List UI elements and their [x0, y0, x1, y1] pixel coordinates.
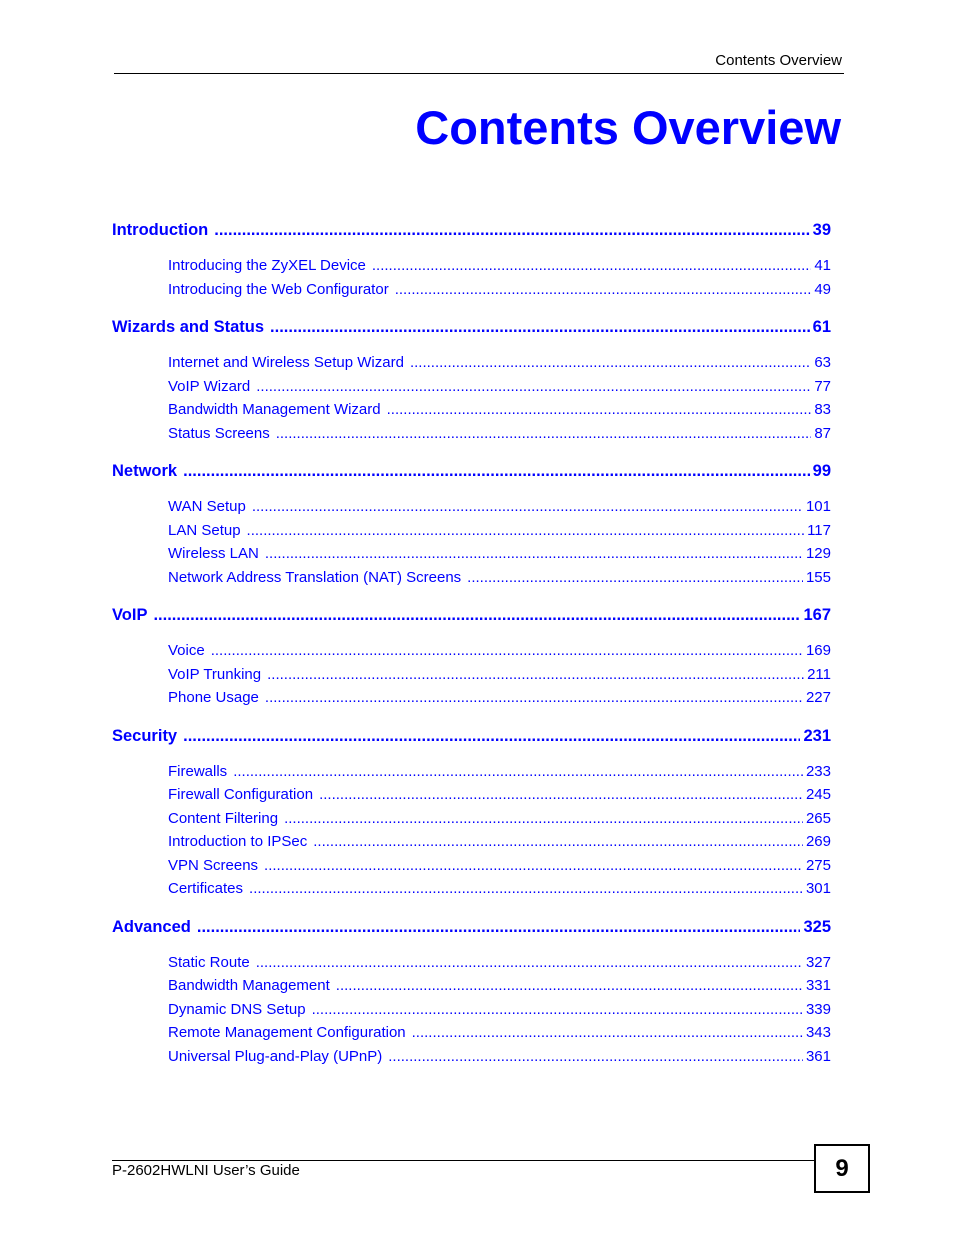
- dot-leader: [233, 760, 803, 784]
- dot-leader: [264, 854, 803, 878]
- dot-leader: [256, 375, 811, 399]
- toc-chapter-advanced[interactable]: [112, 915, 831, 939]
- toc-item[interactable]: [168, 254, 831, 278]
- toc-page-number: 339: [805, 1000, 831, 1018]
- toc-item-title: Firewalls: [168, 762, 228, 780]
- dot-leader: [256, 951, 803, 975]
- toc-page-number: 275: [805, 856, 831, 874]
- toc-page-number: 211: [807, 665, 831, 683]
- toc-item[interactable]: [168, 278, 831, 302]
- toc-chapter-title: Introduction: [112, 221, 209, 239]
- toc-chapter-network[interactable]: [112, 459, 831, 483]
- toc-item[interactable]: [168, 783, 831, 807]
- dot-leader: [412, 1021, 803, 1045]
- toc-sub-list: [112, 242, 831, 315]
- dot-leader: [387, 398, 812, 422]
- toc-item[interactable]: [168, 351, 831, 375]
- toc-item-title: Internet and Wireless Setup Wizard: [168, 354, 404, 371]
- toc-item-title: WAN Setup: [168, 498, 246, 515]
- toc-item[interactable]: [168, 1045, 831, 1069]
- toc-page-number: 77: [814, 377, 831, 395]
- toc-item-title: Dynamic DNS Setup: [168, 1000, 306, 1018]
- toc-item-title: Universal Plug-and-Play (UPnP): [168, 1047, 383, 1065]
- toc-page-number: 83: [814, 401, 831, 418]
- toc-item[interactable]: [168, 760, 831, 784]
- toc-item[interactable]: [168, 495, 831, 519]
- toc-item[interactable]: [168, 663, 831, 687]
- toc-item[interactable]: [168, 877, 831, 901]
- dot-leader: [153, 603, 800, 627]
- toc-chapter-security[interactable]: [112, 724, 831, 748]
- toc-item[interactable]: [168, 974, 831, 998]
- dot-leader: [276, 422, 812, 446]
- toc-section: [112, 724, 831, 915]
- toc-page-number: 167: [803, 606, 831, 624]
- dot-leader: [467, 566, 803, 590]
- toc-item-title: Status Screens: [168, 424, 270, 442]
- dot-leader: [270, 315, 810, 339]
- dot-leader: [312, 998, 803, 1022]
- toc-item-title: Remote Management Configuration: [168, 1024, 406, 1041]
- toc-page-number: 41: [814, 257, 831, 274]
- toc-item-title: Bandwidth Management Wizard: [168, 401, 381, 418]
- dot-leader: [336, 974, 803, 998]
- toc-chapter-title: VoIP: [112, 606, 148, 624]
- toc-page-number: 343: [805, 1024, 831, 1041]
- toc-section: [112, 459, 831, 603]
- toc-page-number: 129: [805, 545, 831, 562]
- toc-item[interactable]: [168, 854, 831, 878]
- toc-section: [112, 915, 831, 1083]
- toc-page-number: 325: [803, 917, 831, 936]
- toc-item-title: Wireless LAN: [168, 545, 259, 562]
- toc-item[interactable]: [168, 998, 831, 1022]
- dot-leader: [214, 218, 809, 242]
- toc-item-title: Voice: [168, 642, 205, 659]
- toc-page-number: 265: [805, 809, 831, 827]
- page-number-box: [814, 1144, 870, 1193]
- toc-chapter-title: Advanced: [112, 917, 191, 936]
- toc-page-number: 245: [805, 786, 831, 803]
- toc-section: [112, 315, 831, 459]
- toc-item[interactable]: [168, 830, 831, 854]
- dot-leader: [395, 278, 812, 302]
- toc-chapter-title: Wizards and Status: [112, 318, 265, 336]
- toc-page-number: 227: [805, 689, 831, 706]
- toc-page-number: 331: [805, 977, 831, 994]
- toc-sub-list: [112, 748, 831, 915]
- toc-page-number: 269: [805, 833, 831, 850]
- page-number: 9: [835, 1154, 849, 1182]
- dot-leader: [183, 459, 810, 483]
- toc-item-title: Bandwidth Management: [168, 977, 330, 994]
- toc-item[interactable]: [168, 566, 831, 590]
- dot-leader: [319, 783, 803, 807]
- toc-item-title: Introducing the Web Configurator: [168, 280, 389, 298]
- toc-item[interactable]: [168, 422, 831, 446]
- toc-page-number: 39: [812, 221, 831, 239]
- toc-item[interactable]: [168, 398, 831, 422]
- toc-page-number: 327: [805, 953, 831, 971]
- toc-sub-list: [112, 939, 831, 1083]
- toc-item-title: Introducing the ZyXEL Device: [168, 257, 366, 274]
- toc-item-title: VoIP Trunking: [168, 665, 262, 683]
- footer-divider: [112, 1160, 816, 1161]
- page-title: Contents Overview: [415, 101, 841, 154]
- toc-sub-list: [112, 483, 831, 603]
- header-divider: [114, 73, 844, 74]
- toc-chapter-title: Network: [112, 462, 178, 480]
- toc-page-number: 49: [814, 280, 831, 298]
- toc-item-title: LAN Setup: [168, 521, 241, 539]
- dot-leader: [247, 519, 805, 543]
- toc-page-number: 99: [812, 462, 831, 480]
- toc-item-title: Static Route: [168, 953, 250, 971]
- dot-leader: [410, 351, 811, 375]
- dot-leader: [252, 495, 803, 519]
- toc-page-number: 361: [805, 1047, 831, 1065]
- toc-page-number: 301: [805, 880, 831, 897]
- dot-leader: [388, 1045, 803, 1069]
- toc-page-number: 101: [805, 498, 831, 515]
- toc-page-number: 231: [803, 726, 831, 745]
- dot-leader: [313, 830, 803, 854]
- toc-page-number: 87: [814, 424, 831, 442]
- toc-page-number: 61: [812, 318, 831, 336]
- dot-leader: [211, 639, 803, 663]
- toc-item-title: Network Address Translation (NAT) Screens: [168, 568, 462, 586]
- toc-item-title: Phone Usage: [168, 689, 259, 706]
- toc-item[interactable]: [168, 519, 831, 543]
- toc-page-number: 117: [807, 521, 831, 539]
- dot-leader: [183, 724, 800, 748]
- toc-sub-list: [112, 339, 831, 459]
- toc-section: [112, 218, 831, 315]
- toc-item-title: Introduction to IPSec: [168, 833, 308, 850]
- toc-item-title: VoIP Wizard: [168, 377, 251, 395]
- toc-item-title: Certificates: [168, 880, 244, 897]
- dot-leader: [284, 807, 803, 831]
- toc-section: [112, 603, 831, 724]
- toc-item[interactable]: [168, 686, 831, 710]
- toc-page-number: 63: [814, 354, 831, 371]
- toc-chapter-wizards-and-status[interactable]: [112, 315, 831, 339]
- toc-chapter-title: Security: [112, 726, 178, 745]
- footer-guide-name: P-2602HWLNI User’s Guide: [112, 1162, 300, 1179]
- toc-item[interactable]: [168, 375, 831, 399]
- toc-page-number: 155: [805, 568, 831, 586]
- running-header: Contents Overview: [715, 52, 842, 69]
- dot-leader: [197, 915, 801, 939]
- toc-page-number: 233: [805, 762, 831, 780]
- dot-leader: [372, 254, 811, 278]
- toc-page-number: 169: [805, 642, 831, 659]
- toc-item[interactable]: [168, 639, 831, 663]
- toc-item[interactable]: [168, 951, 831, 975]
- toc-chapter-voip[interactable]: [112, 603, 831, 627]
- toc-item[interactable]: [168, 807, 831, 831]
- toc-item-title: Firewall Configuration: [168, 786, 314, 803]
- toc-item[interactable]: [168, 542, 831, 566]
- toc-item-title: Content Filtering: [168, 809, 279, 827]
- dot-leader: [267, 663, 804, 687]
- dot-leader: [265, 686, 803, 710]
- dot-leader: [265, 542, 803, 566]
- toc-chapter-introduction[interactable]: [112, 218, 831, 242]
- toc-item[interactable]: [168, 1021, 831, 1045]
- dot-leader: [249, 877, 803, 901]
- toc-sub-list: [112, 627, 831, 724]
- toc-item-title: VPN Screens: [168, 856, 259, 874]
- table-of-contents: [112, 218, 831, 1082]
